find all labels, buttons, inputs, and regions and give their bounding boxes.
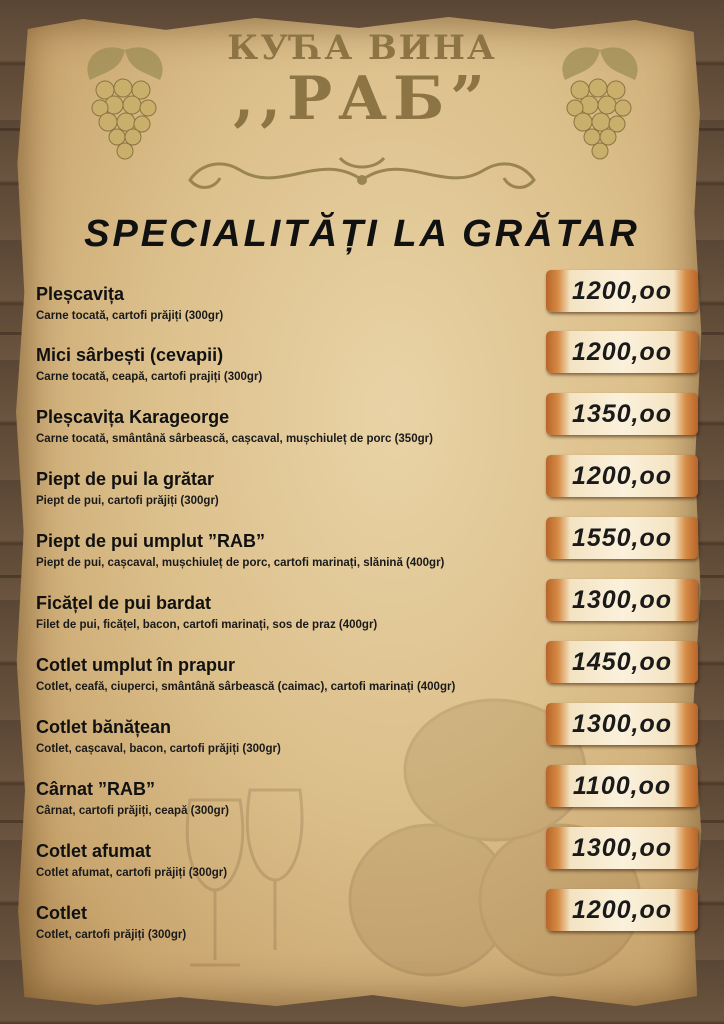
item-name: Cotlet — [36, 903, 87, 923]
price-tag — [546, 889, 698, 931]
menu-item — [36, 895, 686, 958]
item-name: Ficățel de pui bardat — [36, 593, 212, 613]
item-description: Piept de pui, cartofi prăjiți (300gr) — [36, 495, 219, 507]
menu-item — [36, 833, 686, 896]
item-name: Piept de pui la grătar — [36, 469, 215, 489]
price-tag — [546, 455, 698, 497]
item-name: Pleșcavița — [36, 284, 125, 304]
menu-title: SPECIALITĂȚI LA GRĂTAR — [84, 213, 640, 255]
menu-item — [36, 337, 686, 400]
item-name: Cotlet umplut în prapur — [36, 655, 235, 675]
menu-item — [36, 647, 686, 710]
item-description: Cotlet, ceafă, ciuperci, smântână sârbească (caimac), cartofi marinați (400gr) — [36, 681, 456, 693]
price-tag — [546, 765, 698, 807]
item-price: 1300,oo — [571, 709, 673, 738]
item-description: Cotlet, cașcaval, bacon, cartofi prăjiți (300gr) — [36, 743, 281, 755]
menu-item — [36, 771, 686, 834]
menu-item — [36, 585, 686, 648]
item-price: 1200,oo — [571, 276, 673, 305]
item-price: 1550,oo — [571, 523, 673, 552]
price-tag — [546, 579, 698, 621]
item-description: Carne tocată, ceapă, cartofi prajiți (300gr) — [36, 371, 263, 383]
item-description: Carne tocată, smântână sârbească, cașcaval, mușchiuleț de porc (350gr) — [36, 433, 433, 445]
ornament-flourish-icon — [170, 140, 554, 200]
brand-line-2: ,,РАБ” — [233, 64, 491, 134]
item-price: 1300,oo — [571, 585, 673, 614]
price-tag — [546, 703, 698, 745]
item-name: Piept de pui umplut ”RAB” — [36, 531, 265, 551]
price-tag — [546, 331, 698, 373]
item-description: Cotlet afumat, cartofi prăjiți (300gr) — [36, 867, 228, 879]
item-description: Cotlet, cartofi prăjiți (300gr) — [36, 929, 187, 941]
item-name: Cotlet bănățean — [36, 717, 172, 737]
price-tag — [546, 393, 698, 435]
item-price: 1350,oo — [571, 399, 673, 428]
menu-item — [36, 399, 686, 462]
item-description: Carne tocată, cartofi prăjiți (300gr) — [36, 310, 224, 322]
item-price: 1300,oo — [571, 833, 673, 862]
menu-item — [36, 523, 686, 586]
price-tag — [546, 517, 698, 559]
item-name: Pleșcavița Karageorge — [36, 407, 230, 427]
item-description: Piept de pui, cașcaval, mușchiuleț de porc, cartofi marinați, slănină (400gr) — [36, 557, 445, 569]
item-name: Cotlet afumat — [36, 841, 152, 861]
item-price: 1200,oo — [571, 895, 673, 924]
price-tag — [546, 827, 698, 869]
brand-logo — [0, 28, 724, 134]
price-tag — [546, 641, 698, 683]
item-price: 1450,oo — [571, 647, 673, 676]
price-tag — [546, 270, 698, 312]
item-name: Cârnat ”RAB” — [36, 779, 156, 799]
item-price: 1100,oo — [572, 771, 672, 800]
menu-item — [36, 709, 686, 772]
menu-item — [36, 461, 686, 524]
item-price: 1200,oo — [571, 337, 673, 366]
item-description: Cârnat, cartofi prăjiți, ceapă (300gr) — [36, 805, 230, 817]
item-price: 1200,oo — [571, 461, 673, 490]
brand-line-1: КУЋА ВИНА — [227, 28, 497, 68]
item-name: Mici sârbești (cevapii) — [36, 345, 224, 365]
item-description: Filet de pui, ficățel, bacon, cartofi marinați, sos de praz (400gr) — [36, 619, 378, 631]
